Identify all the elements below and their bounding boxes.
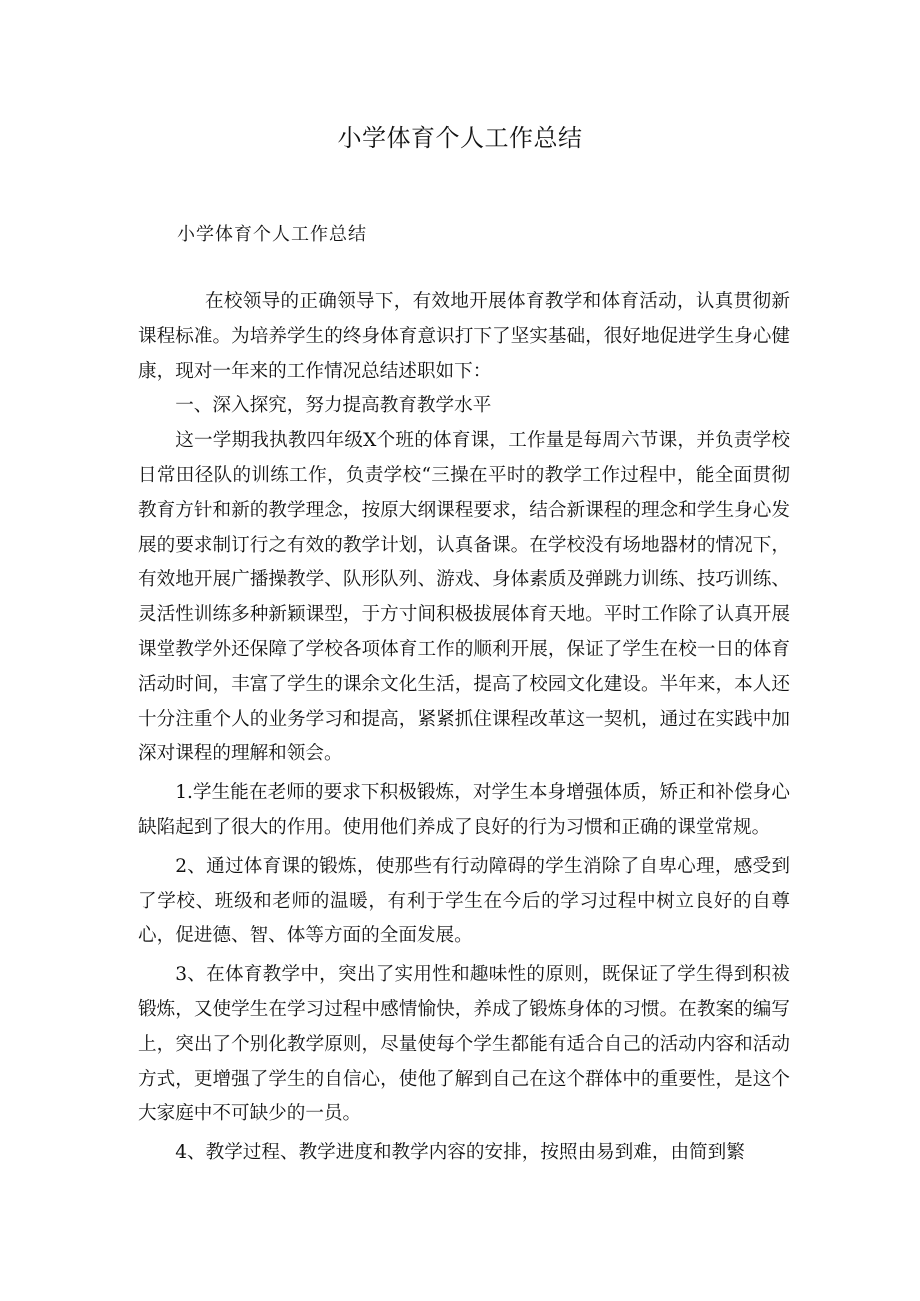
paragraph-point-1: 1.学生能在老师的要求下积极锻炼，对学生本身增强体质，矫正和补偿身心缺陷起到了很大的作用。使用他们养成了良好的行为习惯和正确的课堂常规。 (138, 782, 790, 838)
section-heading-1: 一、深入探究，努力提高教育教学水平 (175, 395, 492, 417)
paragraph-teaching-work: 这一学期我执教四年级X个班的体育课，工作量是每周六节课，并负责学校日常田径队的训练工作，负责学校“三操在平时的教学工作过程中，能全面贯彻教育方针和新的教学理念，按原大纲课程要求，结合新课程的理念和学生身心发展的要求制订行之有效的教学计划，认真备课。在学校没有场地器材的情况下，有效地开展广播操教学、队形队列、游戏、身体素质及弹跳力训练、技巧训练、灵活性训练多种新颖课型，于方寸间积极拔展体育天地。平时工作除了认真开展课堂教学外还保障了学校各项体育工作的顺利开展，保证了学生在校一日的体育活动时间，丰富了学生的课余文化生活，提高了校园文化建设。半年来，本人还十分注重个人的业务学习和提高，紧紧抓住课程改革这一契机，通过在实践中加深对课程的理解和领会。 (138, 430, 790, 765)
document-subtitle: 小学体育个人工作总结 (177, 224, 367, 245)
page-title: 小学体育个人工作总结 (337, 124, 583, 152)
paragraph-intro: 在校领导的正确领导下，有效地开展体育教学和体育活动，认真贯彻新课程标准。为培养学生的终身体育意识打下了坚实基础，很好地促进学生身心健康，现对一年来的工作情况总结述职如下： (138, 291, 790, 382)
paragraph-point-2: 2、通过体育课的锻炼，使那些有行动障碍的学生消除了自卑心理，感受到了学校、班级和老师的温暖，有利于学生在今后的学习过程中树立良好的自尊心，促进德、智、体等方面的全面发展。 (138, 855, 790, 947)
paragraph-point-3: 3、在体育教学中，突出了实用性和趣味性的原则，既保证了学生得到积祓锻炼，又使学生在学习过程中感情愉快，养成了锻炼身体的习惯。在教案的编写上，突出了个别化教学原则，尽量使每个学生都能有适合自己的活动内容和活动方式，更增强了学生的自信心，使他了解到自己在这个群体中的重要性，是这个大家庭中不可缺少的一员。 (138, 964, 790, 1125)
document-body (138, 285, 790, 1171)
paragraph-point-4: 4、教学过程、教学进度和教学内容的安排，按照由易到难，由简到繁 (175, 1142, 745, 1164)
